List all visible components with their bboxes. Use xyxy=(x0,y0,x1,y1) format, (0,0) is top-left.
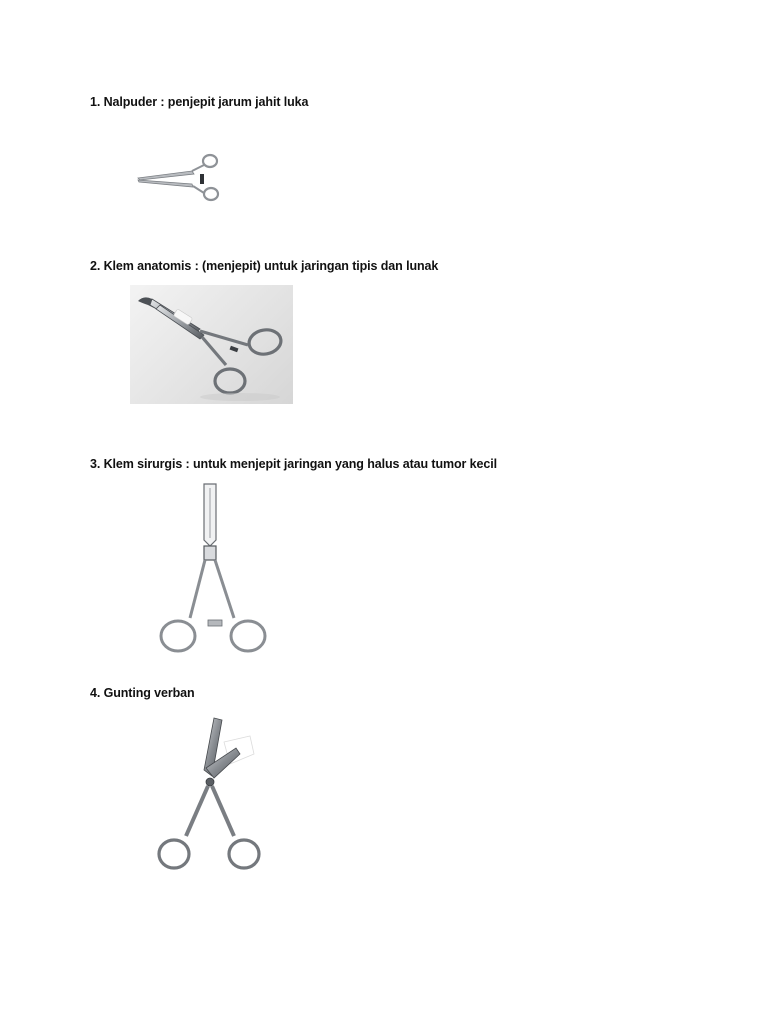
bandage-scissors-image xyxy=(150,712,266,882)
item-3-title: 3. Klem sirurgis : untuk menjepit jaringan yang halus atau tumor kecil xyxy=(90,457,497,471)
item-4-title: 4. Gunting verban xyxy=(90,686,195,700)
needle-holder-image xyxy=(132,140,228,235)
bandage-scissors-icon xyxy=(150,712,266,882)
needle-holder-icon xyxy=(132,140,228,235)
item-1-title: 1. Nalpuder : penjepit jarum jahit luka xyxy=(90,95,309,109)
surgical-clamp-icon xyxy=(150,480,274,658)
anatomical-clamp-image xyxy=(130,285,293,404)
anatomical-clamp-icon xyxy=(130,285,293,404)
item-2-title: 2. Klem anatomis : (menjepit) untuk jaringan tipis dan lunak xyxy=(90,259,439,273)
surgical-clamp-image xyxy=(150,480,274,658)
